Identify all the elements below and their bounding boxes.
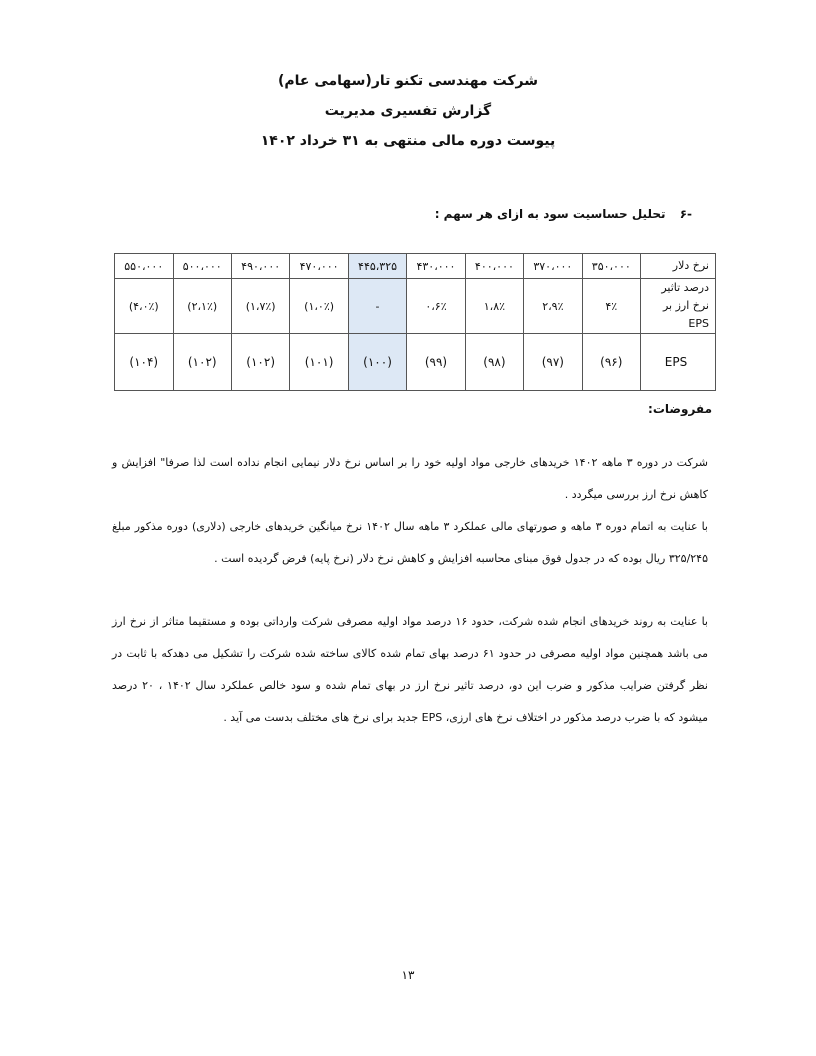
eps-cell: (۱۰۲)	[231, 334, 289, 391]
rate-cell-base: ۴۴۵،۳۲۵	[348, 254, 406, 279]
eps-cell: (۱۰۲)	[173, 334, 231, 391]
impact-cell: (۴،۰٪)	[115, 279, 174, 334]
eps-cell: (۱۰۴)	[115, 334, 174, 391]
eps-cell: (۹۸)	[465, 334, 523, 391]
assumption-paragraph-3: با عنایت به روند خریدهای انجام شده شرکت، حدود ۱۶ درصد مواد اولیه مصرفی شرکت وارداتی بوده و مستقیما متاثر از نرخ ارز می باشد همچنین مواد اولیه مصرفی در حدود ۶۱ درصد بهای تمام شده کالای ساخته شده شرکت را تشکیل می دهدکه با ثابت در نظر گرفتن ضرایب مذکور و ضرب این دو، درصد تاثیر نرخ ارز در بهای تمام شده و سود خالص عملکرد سال ۱۴۰۲ ، ۲۰ درصد میشود که با ضرب درصد مذکور در اختلاف نرخ های ارزی، EPS جدید برای نرخ های مختلف بدست می آید .	[112, 615, 708, 724]
rate-cell: ۴۳۰،۰۰۰	[407, 254, 465, 279]
assumption-paragraph-2: با عنایت به اتمام دوره ۳ ماهه و صورتهای مالی عملکرد ۳ ماهه سال ۱۴۰۲ نرخ میانگین خریدهای خارجی (دلاری) دوره مذکور مبلغ ۳۲۵/۲۴۵ ریال بوده که در جدول فوق مبنای محاسبه افزایش و کاهش نرخ دلار (نرخ پایه) فرض گردیده است .	[112, 520, 708, 565]
table-row-rate	[115, 254, 716, 279]
section-number: -۶	[679, 207, 692, 221]
page-number: ۱۳	[401, 968, 415, 982]
row-label-rate: نرخ دلار	[641, 254, 716, 279]
table-row-impact	[115, 279, 716, 334]
impact-cell: (۲،۱٪)	[173, 279, 231, 334]
impact-cell: ۴٪	[582, 279, 640, 334]
row-label-impact: درصد تاثیر نرخ ارز بر EPS	[641, 279, 716, 334]
impact-cell: ۲،۹٪	[524, 279, 582, 334]
report-period: پیوست دوره مالی منتهی به ۳۱ خرداد ۱۴۰۲	[260, 133, 556, 149]
impact-cell-base: -	[348, 279, 406, 334]
eps-cell-base: (۱۰۰)	[348, 334, 406, 391]
rate-cell: ۴۰۰،۰۰۰	[465, 254, 523, 279]
impact-cell: (۱،۰٪)	[290, 279, 348, 334]
table-row-eps	[115, 334, 716, 391]
rate-cell: ۴۷۰،۰۰۰	[290, 254, 348, 279]
impact-cell: (۱،۷٪)	[231, 279, 289, 334]
rate-cell: ۵۵۰،۰۰۰	[115, 254, 174, 279]
sensitivity-table	[114, 253, 716, 391]
eps-cell: (۹۷)	[524, 334, 582, 391]
section-heading	[435, 207, 692, 221]
eps-cell: (۹۶)	[582, 334, 640, 391]
eps-cell: (۹۹)	[407, 334, 465, 391]
rate-cell: ۳۵۰،۰۰۰	[582, 254, 640, 279]
rate-cell: ۳۷۰،۰۰۰	[524, 254, 582, 279]
assumptions-heading: مفروضات:	[648, 402, 712, 416]
impact-cell: ۱،۸٪	[465, 279, 523, 334]
section-title: تحلیل حساسیت سود به ازای هر سهم :	[434, 207, 666, 221]
rate-cell: ۵۰۰،۰۰۰	[173, 254, 231, 279]
eps-cell: (۱۰۱)	[290, 334, 348, 391]
impact-cell: ۰،۶٪	[407, 279, 465, 334]
report-title: گزارش تفسیری مدیریت	[324, 103, 492, 119]
row-label-eps: EPS	[641, 334, 716, 391]
company-name: شرکت مهندسی تکنو تار(سهامی عام)	[277, 73, 539, 89]
assumption-paragraph-1: شرکت در دوره ۳ ماهه ۱۴۰۲ خریدهای خارجی مواد اولیه خود را بر اساس نرخ دلار نیمایی انجام نداده است لذا صرفا" افزایش و کاهش نرخ ارز بررسی میگردد .	[112, 456, 708, 501]
rate-cell: ۴۹۰،۰۰۰	[231, 254, 289, 279]
report-header	[0, 66, 816, 156]
